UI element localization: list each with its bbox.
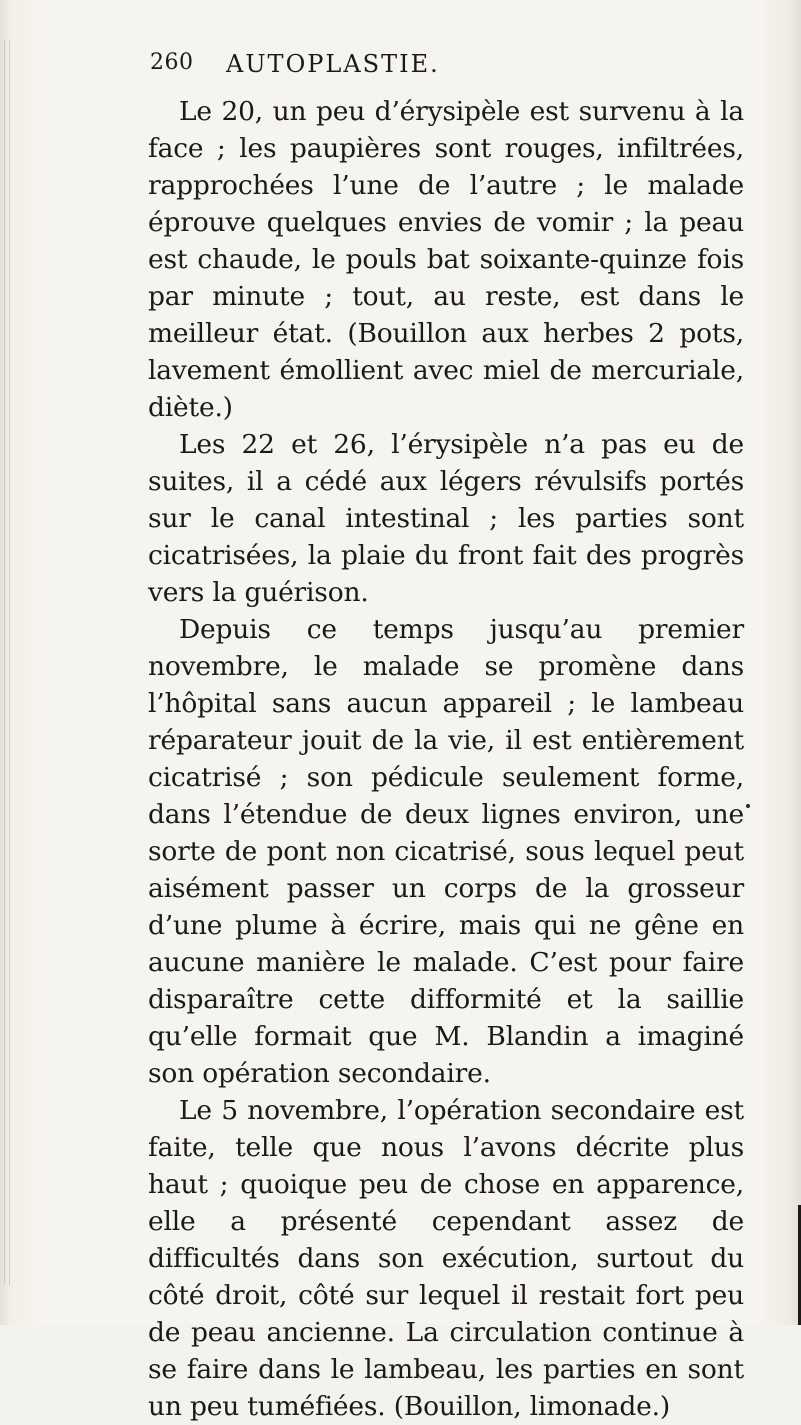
paragraph: Le 20, un peu d’érysipèle est survenu à la face ; les paupières sont rouges, infiltrées, rapprochées l’une de l’autre ; le malade éprouve quelques envies de vomir ; la peau est chaude, le pouls bat soixante-quinze fois par minute ; tout, au reste, est dans le meilleur état. (Bouillon aux herbes 2 pots, lavement émollient avec miel de mercuriale, diète.) xyxy=(148,96,744,423)
paragraph: Depuis ce temps jusqu’au premier novembre, le malade se promène dans l’hôpital sans aucun appareil ; le lambeau réparateur jouit de la vie, il est entièrement cicatrisé ; son pédicule seulement forme, dans l’étendue de deux lignes environ, une sorte de pont non cicatrisé, sous lequel peut aisément passer un corps de la grosseur d’une plume à écrire, mais qui ne gêne en aucune manière le malade. C’est pour faire disparaître cette difformité et la saillie qu’elle formait que M. Blandin a imaginé son opération secondaire. xyxy=(148,614,744,1089)
binding-edge xyxy=(4,40,5,1285)
page-number: 260 xyxy=(150,50,194,75)
running-header xyxy=(150,50,710,86)
binding-edge xyxy=(9,40,10,1285)
running-title: AUTOPLASTIE. xyxy=(226,50,440,78)
paragraph: Le 5 novembre, l’opération secondaire est faite, telle que nous l’avons décrite plus haut ; quoique peu de chose en apparence, elle a présenté cependant assez de difficultés dans son exécution, surtout du côté droit, côté sur lequel il restait fort peu de peau ancienne. La circulation continue à se faire dans le lambeau, les parties en sont un peu tuméfiées. (Bouillon, limonade.) xyxy=(148,1095,744,1422)
ink-speck xyxy=(746,804,750,808)
paragraph: Les 22 et 26, l’érysipèle n’a pas eu de suites, il a cédé aux légers révulsifs portés sur le canal intestinal ; les parties sont cicatrisées, la plaie du front fait des progrès vers la guérison. xyxy=(148,429,744,608)
body-text xyxy=(148,93,744,1425)
